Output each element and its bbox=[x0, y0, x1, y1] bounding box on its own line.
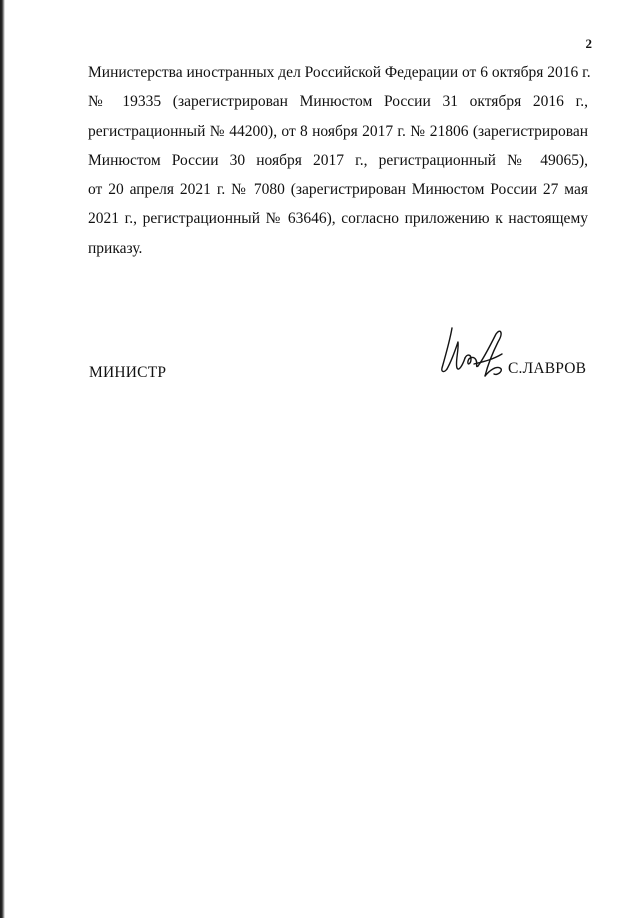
body-line-1: Министерства иностранных дел Российской Федерации от 6 октября 2016 г. bbox=[88, 64, 591, 81]
body-line-2: № 19335 (зарегистрирован Минюстом России 31 октября 2016 г., bbox=[88, 93, 588, 111]
body-line-3: регистрационный № 44200), от 8 ноября 2017 г. № 21806 (зарегистрирован bbox=[88, 122, 588, 140]
page-number: 2 bbox=[585, 36, 592, 51]
body-paragraph bbox=[88, 58, 591, 263]
body-line-5: от 20 апреля 2021 г. № 7080 (зарегистрирован Минюстом России 27 мая bbox=[88, 181, 588, 199]
body-line-7: приказу. bbox=[88, 239, 143, 257]
signatory-title: МИНИСТР bbox=[89, 364, 167, 381]
scan-edge bbox=[0, 0, 5, 918]
handwritten-signature bbox=[438, 324, 518, 382]
body-line-6: 2021 г., регистрационный № 63646), согласно приложению к настоящему bbox=[88, 210, 588, 228]
body-line-4: Минюстом России 30 ноября 2017 г., регистрационный № 49065), bbox=[88, 151, 588, 169]
signatory-name: С.ЛАВРОВ bbox=[508, 360, 587, 377]
